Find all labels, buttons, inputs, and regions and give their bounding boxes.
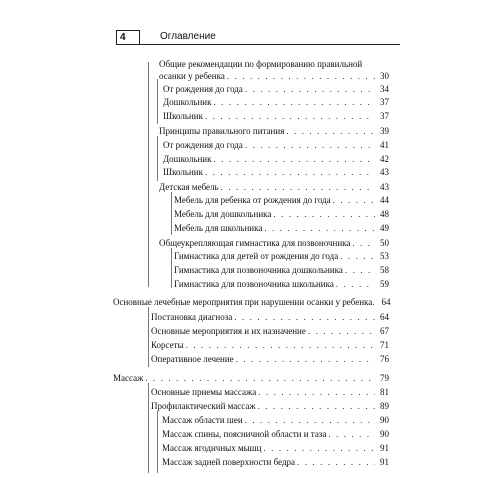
toc-entry-page: 42 <box>380 154 389 164</box>
toc-entry-page: 58 <box>380 265 389 275</box>
leader-dots <box>345 264 375 276</box>
leader-dots <box>308 325 375 337</box>
toc-entry-page: 76 <box>380 354 389 364</box>
toc-entry <box>151 400 389 412</box>
level2-rule <box>148 383 149 473</box>
leader-dots <box>234 311 375 323</box>
toc-entry <box>163 110 389 122</box>
toc-entry-page: 91 <box>380 443 389 453</box>
toc-entry-page: 49 <box>380 223 389 233</box>
leader-dots <box>286 125 375 137</box>
toc-entry-title: Основные мероприятия и их назначение <box>151 326 306 336</box>
toc-entry <box>159 181 389 193</box>
level3-rule <box>171 192 172 235</box>
toc-entry <box>113 372 389 384</box>
toc-entry-title: От рождения до года <box>163 84 243 94</box>
toc-entry-page: 30 <box>380 71 389 81</box>
toc-entry <box>162 456 389 468</box>
toc-entry-title: Постановка диагноза <box>151 312 233 322</box>
toc-entry-page: 64 <box>380 312 389 322</box>
leader-dots <box>213 153 375 165</box>
toc-entry-title: Школьник <box>163 111 203 121</box>
toc-entry <box>151 311 389 323</box>
header-title: Оглавление <box>160 31 216 42</box>
toc-entry-page: 79 <box>380 373 389 383</box>
toc-entry-title-line1: Общие рекомендации по формированию правильной <box>159 59 363 69</box>
toc-entry-title: От рождения до года <box>163 140 243 150</box>
leader-dots <box>245 414 375 426</box>
toc-entry-title: Детская мебель <box>159 182 219 192</box>
toc-entry-page: 43 <box>380 182 389 192</box>
leader-dots <box>264 222 375 234</box>
leader-dots <box>245 139 375 151</box>
leader-dots <box>273 208 375 220</box>
toc-entry-page: 37 <box>380 97 389 107</box>
toc-entry-title: Массаж задней поверхности бедра <box>162 457 296 467</box>
toc-entry <box>162 414 389 426</box>
toc-entry <box>159 70 389 82</box>
toc-entry-page: 39 <box>380 126 389 136</box>
toc-entry-title: Корсеты <box>151 340 184 350</box>
toc-entry-page: 43 <box>380 167 389 177</box>
toc-entry <box>162 428 389 440</box>
toc-entry-title: Мебель для ребенка от рождения до года <box>174 195 331 205</box>
toc-entry-title: Гимнастика для детей от рождения до года <box>174 251 339 261</box>
toc-entry-title: Мебель для дошкольника <box>174 209 272 219</box>
toc-entry-page: 34 <box>380 84 389 94</box>
level3-rule <box>157 136 158 181</box>
toc-entry-title: Основные приемы массажа <box>151 387 257 397</box>
toc-entry <box>151 325 389 337</box>
toc-entry-page: 71 <box>380 340 389 350</box>
leader-dots <box>328 428 375 440</box>
toc-entry-title: Дошкольник <box>163 97 212 107</box>
toc-entry-title: осанки у ребенка <box>159 71 225 81</box>
page-number: 4 <box>116 30 140 45</box>
toc-entry-title: Гимнастика для позвоночника школьника <box>174 279 334 289</box>
toc-entry-page: 37 <box>380 111 389 121</box>
toc-entry <box>162 442 389 454</box>
toc-entry <box>174 222 389 234</box>
toc-entry <box>163 153 389 165</box>
toc-entry <box>163 96 389 108</box>
toc-entry-title: Общеукрепляющая гимнастика для позвоночника <box>159 238 351 248</box>
toc-entry-page: 91 <box>380 457 389 467</box>
toc-entry-title: Массаж <box>113 373 144 383</box>
toc-entry <box>174 250 389 262</box>
leader-dots <box>145 372 375 384</box>
toc-entry-page: 81 <box>380 387 389 397</box>
toc-entry <box>163 166 389 178</box>
leader-dots <box>336 278 375 290</box>
leader-dots <box>186 339 375 351</box>
leader-dots <box>258 400 375 412</box>
toc-entry-title: Оперативное лечение <box>151 354 234 364</box>
toc-entry <box>151 339 389 351</box>
toc-entry-page: 50 <box>380 238 389 248</box>
toc-entry <box>163 83 389 95</box>
toc-entry-title: Мебель для школьника <box>174 223 263 233</box>
toc-entry-page: 59 <box>380 279 389 289</box>
toc-entry <box>174 278 389 290</box>
level3-rule <box>157 411 158 473</box>
leader-dots <box>213 96 375 108</box>
leader-dots <box>263 442 375 454</box>
leader-dots <box>205 110 375 122</box>
toc-entry-title: Школьник <box>163 167 203 177</box>
toc-entry-page: 44 <box>380 195 389 205</box>
leader-dots <box>333 194 375 206</box>
toc-entry-title: Массаж спины, поясничной области и таза <box>162 429 327 439</box>
toc-entry-title: Основные лечебные мероприятия при нарушении осанки у ребенка. <box>113 297 375 307</box>
toc-entry <box>151 386 389 398</box>
leader-dots <box>352 237 375 249</box>
leader-dots <box>297 456 375 468</box>
level2-rule <box>148 62 149 287</box>
toc-entry-title: Гимнастика для позвоночника дошкольника <box>174 265 343 275</box>
toc-entry-title: Массаж области шеи <box>162 415 243 425</box>
toc-entry <box>159 125 389 137</box>
leader-dots <box>221 181 375 193</box>
level3-rule <box>157 79 158 124</box>
toc-entry-page: 64 <box>381 297 391 307</box>
toc-entry-title: Массаж ягодичных мышц <box>162 443 262 453</box>
toc-entry <box>174 208 389 220</box>
toc-entry <box>159 237 389 249</box>
leader-dots <box>245 83 375 95</box>
toc-entry <box>174 264 389 276</box>
toc-entry-page: 90 <box>380 429 389 439</box>
toc-entry <box>163 139 389 151</box>
toc-entry-title: Принципы правильного питания <box>159 126 285 136</box>
level3-rule <box>171 248 172 288</box>
toc-entry <box>151 353 389 365</box>
toc-entry-page: 89 <box>380 401 389 411</box>
toc-entry-page: 53 <box>380 251 389 261</box>
toc-entry-title: Дошкольник <box>163 154 212 164</box>
leader-dots <box>258 386 375 398</box>
leader-dots <box>227 70 375 82</box>
toc-entry-page: 67 <box>380 326 389 336</box>
toc-entry-page: 41 <box>380 140 389 150</box>
toc-entry-title: Профилактический массаж <box>151 401 256 411</box>
leader-dots <box>205 166 375 178</box>
toc-entry-page: 90 <box>380 415 389 425</box>
leader-dots <box>340 250 375 262</box>
toc-entry <box>174 194 389 206</box>
level2-rule <box>148 307 149 367</box>
toc-entry-page: 48 <box>380 209 389 219</box>
toc-entry <box>113 296 389 308</box>
leader-dots <box>236 353 375 365</box>
